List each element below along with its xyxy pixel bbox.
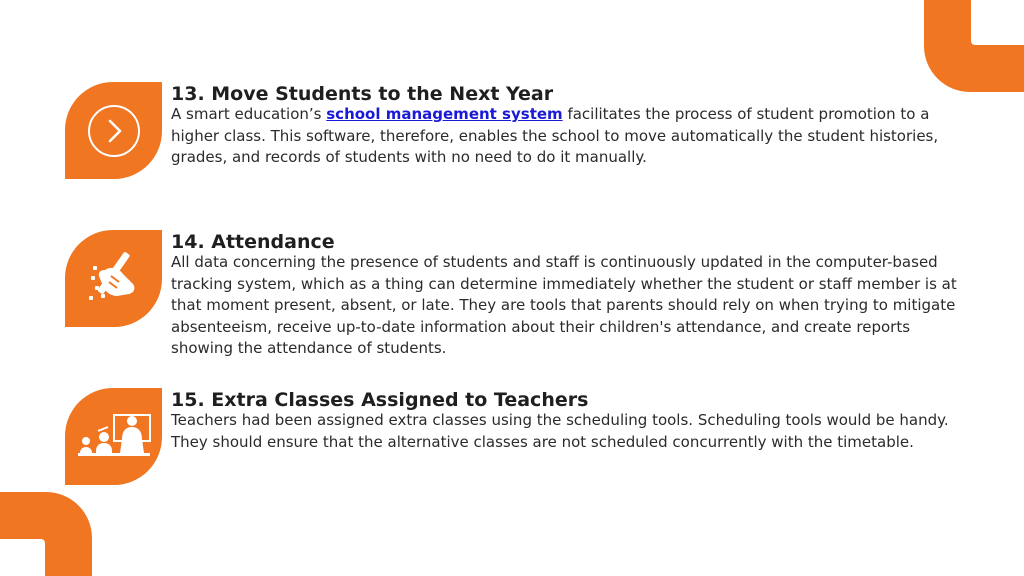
section-heading: 15. Extra Classes Assigned to Teachers	[171, 389, 589, 411]
section-heading: 14. Attendance	[171, 231, 335, 253]
section-attendance	[65, 230, 965, 360]
section-body	[171, 104, 961, 169]
section-heading: 13. Move Students to the Next Year	[171, 83, 554, 105]
corner-decoration-bottom-left-cutout	[0, 539, 45, 576]
body-text: facilitates the process of student promotion to a higher class. This software, therefore, enables the school to move automatically the student histories, grades, and records of students with no need to do it manually.	[171, 105, 939, 166]
section-body: Teachers had been assigned extra classes using the scheduling tools. Scheduling tools would be handy. They should ensure that the alternative classes are not scheduled concurrently with the timetable.	[171, 411, 949, 451]
school-management-system-link[interactable]: school management system	[326, 105, 563, 123]
body-text: A smart education’s	[171, 105, 327, 123]
section-extra-classes	[65, 388, 965, 488]
teacher-classroom-icon	[65, 388, 162, 485]
chevron-right-circle-icon	[65, 82, 162, 179]
section-body: All data concerning the presence of students and staff is continuously updated in the computer-based tracking system, which as a thing can determine immediately whether the student or staff member is at that moment present, absent, or late. They are tools that parents should rely on when trying to mitigate absenteeism, receive up-to-date information about their children's attendance, and create reports showing the attendance of students.	[171, 253, 957, 357]
corner-decoration-top-right-cutout	[971, 0, 1024, 45]
hand-pencil-icon	[65, 230, 162, 327]
section-move-students	[65, 82, 965, 182]
